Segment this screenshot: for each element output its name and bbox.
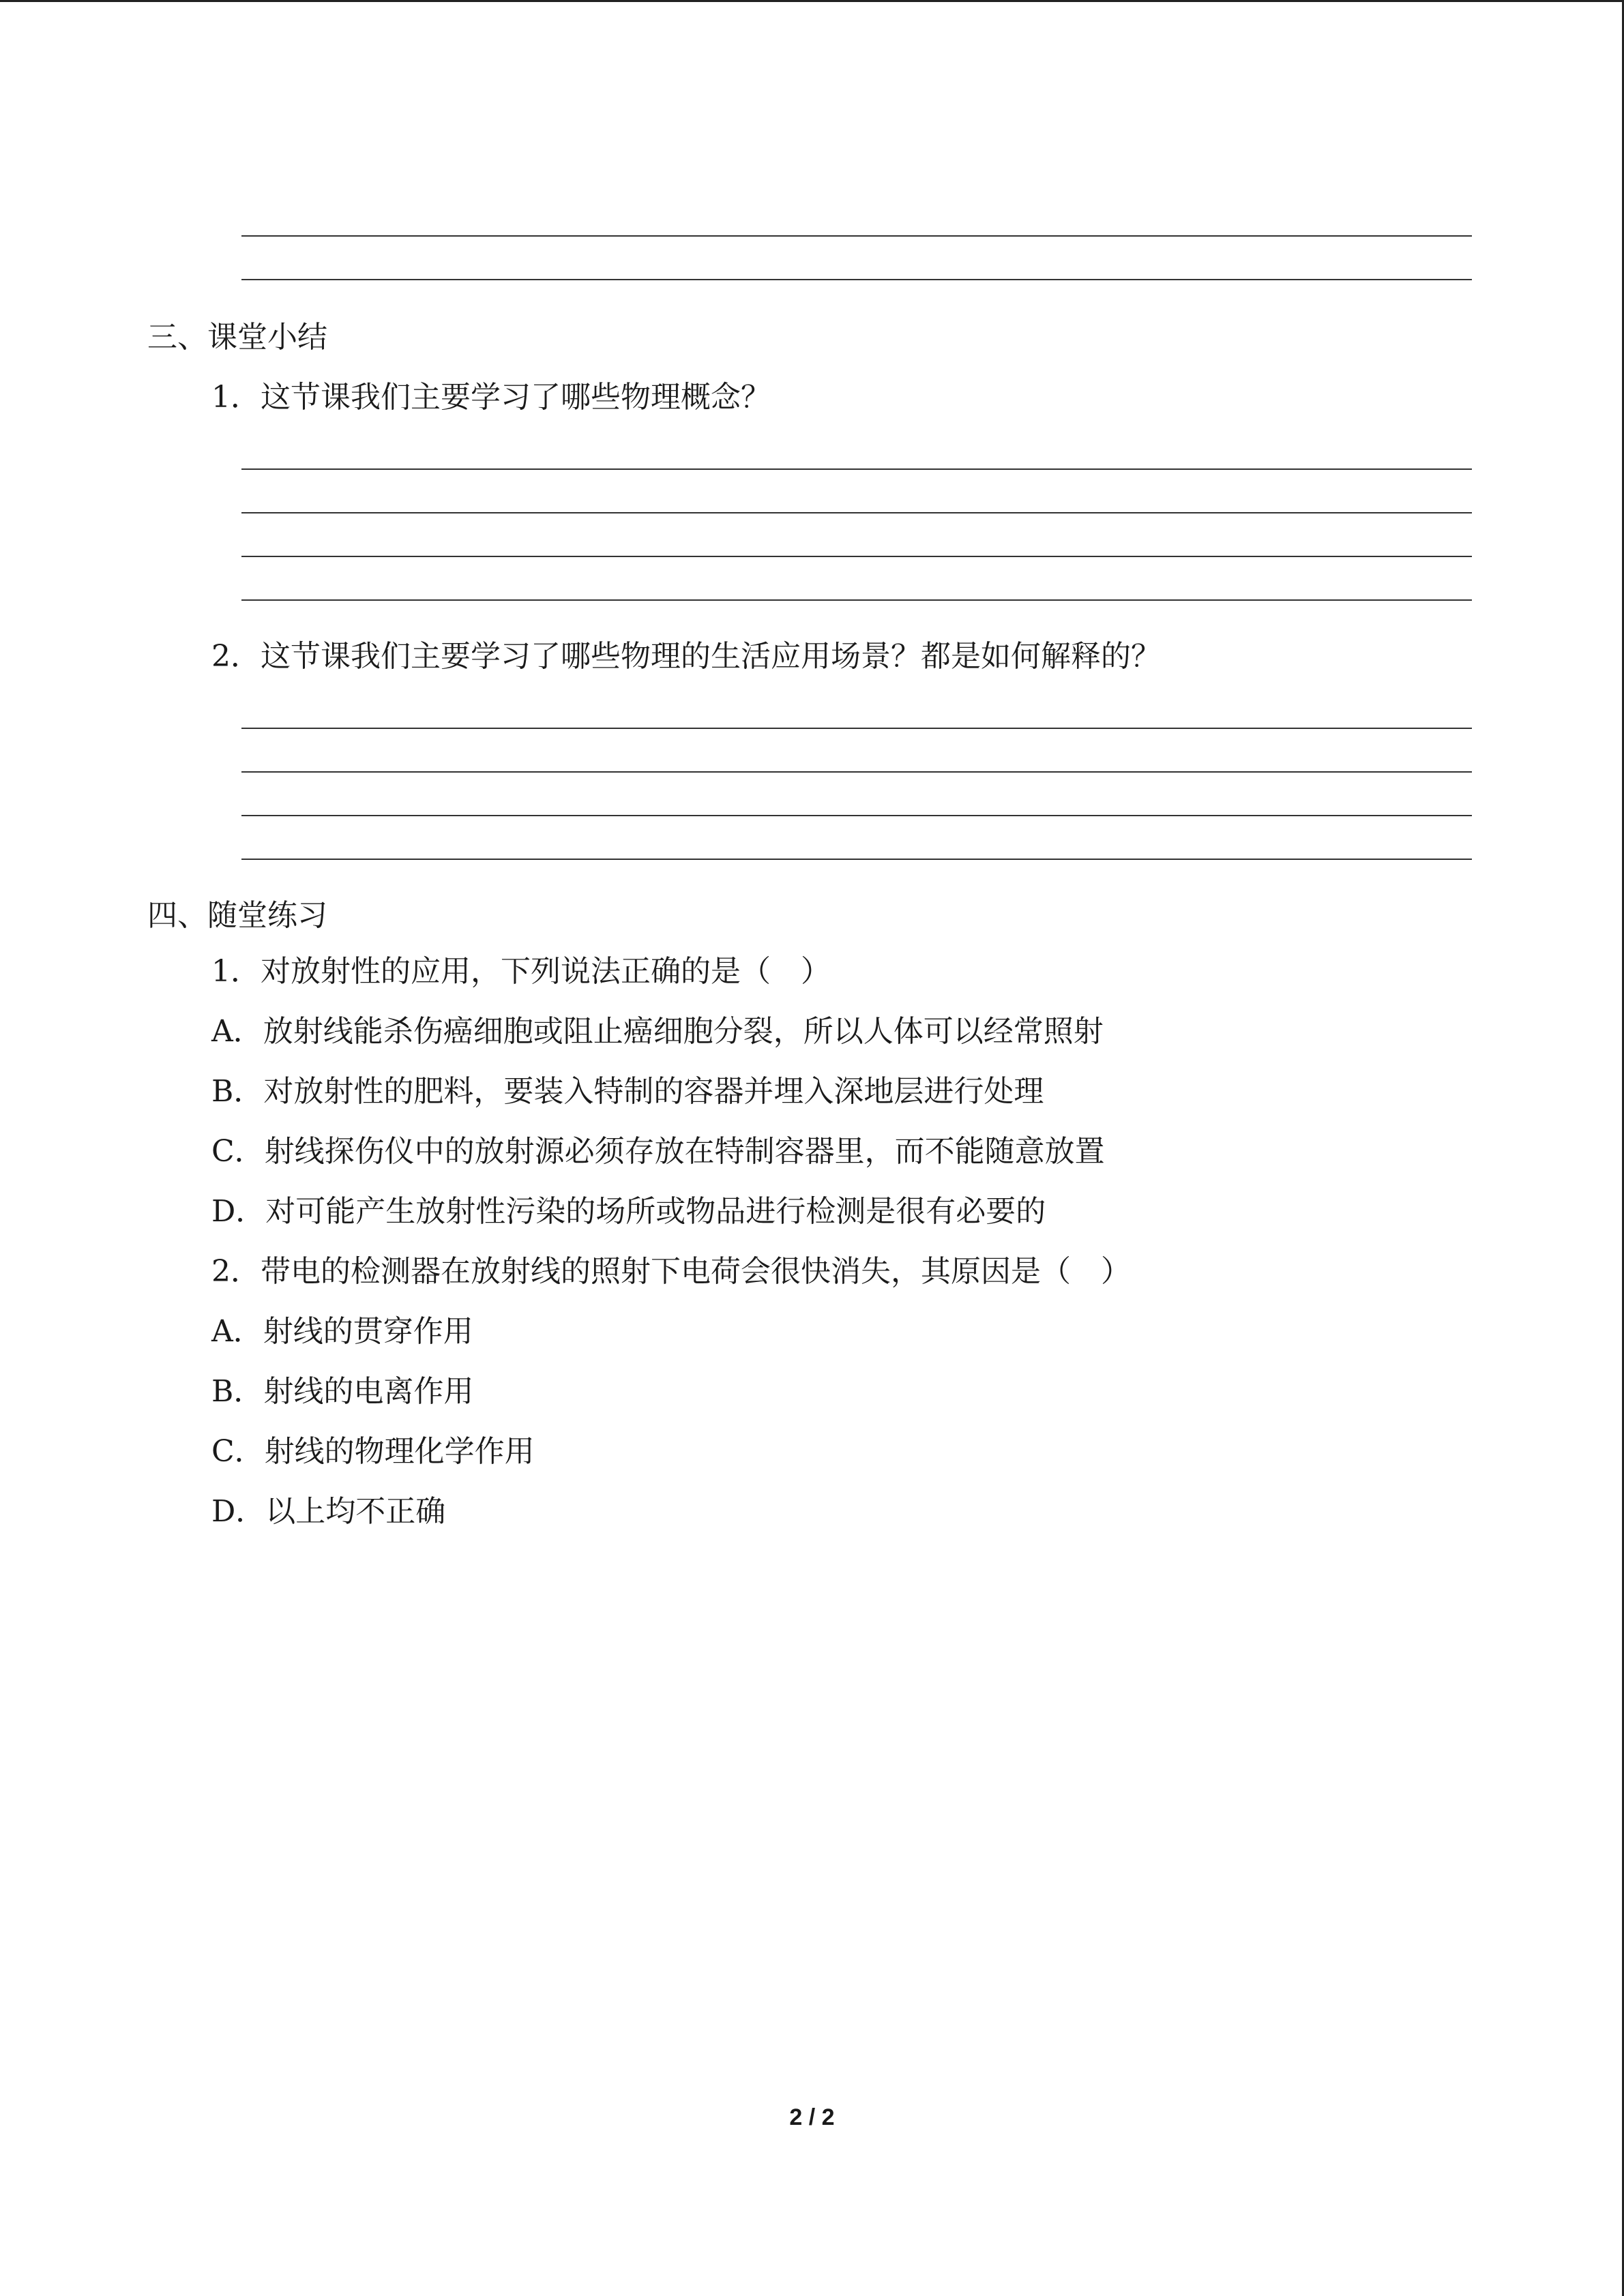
exercise-2-option-d: D．以上均不正确: [211, 1494, 446, 1529]
answer-line: [241, 859, 1472, 860]
section-3-heading: 三、课堂小结: [147, 320, 327, 355]
answer-line: [241, 468, 1472, 470]
exercise-2-option-c: C．射线的物理化学作用: [211, 1434, 535, 1469]
answer-line: [241, 512, 1472, 513]
summary-question-2: 2．这节课我们主要学习了哪些物理的生活应用场景？都是如何解释的？: [211, 639, 1161, 674]
exercise-1-option-d: D．对可能产生放射性污染的场所或物品进行检测是很有必要的: [211, 1194, 1046, 1229]
answer-line: [241, 279, 1472, 280]
exercise-1-option-c: C．射线探伤仪中的放射源必须存放在特制容器里，而不能随意放置: [211, 1134, 1105, 1169]
summary-question-1: 1．这节课我们主要学习了哪些物理概念？: [211, 380, 771, 415]
exercise-2-option-a: A．射线的贯穿作用: [211, 1314, 473, 1349]
exercise-1-option-a: A．放射线能杀伤癌细胞或阻止癌细胞分裂，所以人体可以经常照射: [211, 1014, 1104, 1049]
answer-line: [241, 556, 1472, 557]
answer-line: [241, 728, 1472, 729]
answer-line: [241, 815, 1472, 816]
exercise-question-1: 1．对放射性的应用，下列说法正确的是（ ）: [211, 954, 831, 989]
answer-line: [241, 771, 1472, 773]
section-4-heading: 四、随堂练习: [147, 898, 327, 933]
answer-line: [241, 235, 1472, 237]
exercise-1-option-b: B．对放射性的肥料，要装入特制的容器并埋入深地层进行处理: [211, 1074, 1044, 1109]
page-number: 2 / 2: [789, 2104, 835, 2130]
exercise-question-2: 2．带电的检测器在放射线的照射下电荷会很快消失，其原因是（ ）: [211, 1254, 1131, 1289]
answer-line: [241, 599, 1472, 601]
exercise-2-option-b: B．射线的电离作用: [211, 1374, 474, 1409]
